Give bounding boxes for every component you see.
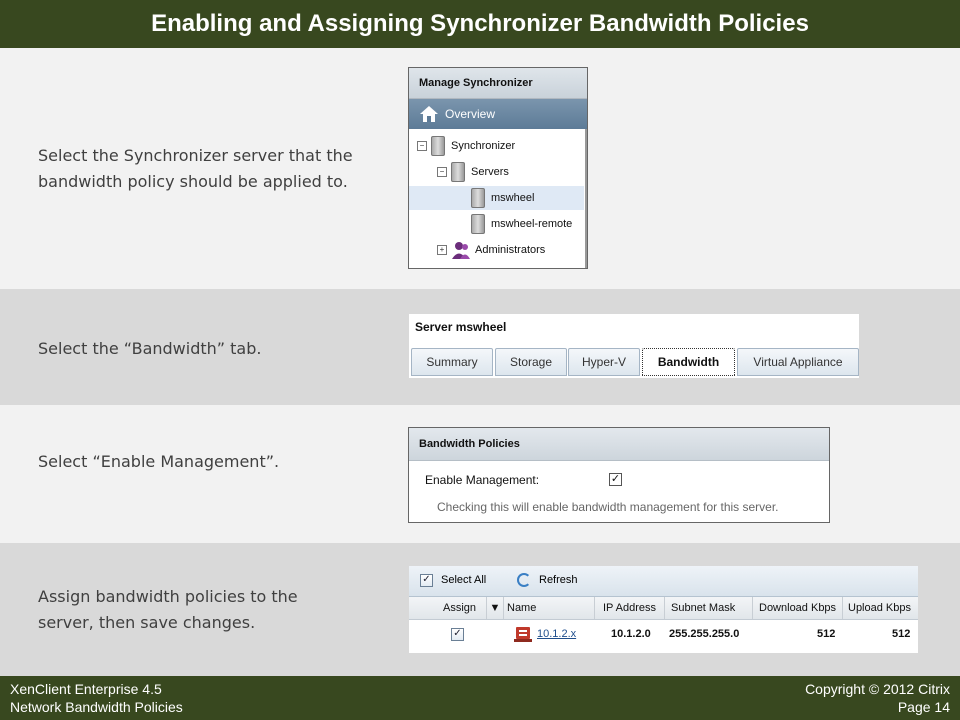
expand-icon[interactable]: + [437,245,447,255]
server-tabs-panel [409,314,859,378]
footer-bar [0,676,960,720]
step-4-text [38,584,298,636]
server-title: Server mswheel [415,320,507,334]
column-download-kbps[interactable]: Download Kbps [753,597,843,619]
policy-name-link[interactable]: 10.1.2.x [537,628,577,640]
column-name[interactable]: Name [503,597,595,619]
tree-item-servers[interactable] [437,160,509,184]
remote-server-icon [471,214,485,234]
step-2-text: Select the “Bandwidth” tab. [38,339,262,358]
title-bar [0,0,960,48]
tree-label: mswheel [491,192,535,204]
server-icon [451,162,465,182]
manage-synchronizer-header: Manage Synchronizer [409,68,587,99]
step-1-line-2: bandwidth policy should be applied to. [38,172,348,191]
upload-kbps-cell: 512 [892,628,911,640]
grid-toolbar [409,566,918,597]
select-all-checkbox[interactable]: ✓ [420,574,433,587]
tree-label: Servers [471,166,509,178]
collapse-icon[interactable]: − [417,141,427,151]
bandwidth-policies-header: Bandwidth Policies [409,428,829,461]
users-icon [451,240,471,260]
tree-item-mswheel[interactable] [409,186,584,210]
tree-item-synchronizer[interactable] [417,134,515,158]
footer-doc-title: Network Bandwidth Policies [10,699,183,715]
refresh-icon[interactable] [517,573,531,587]
footer-copyright: Copyright © 2012 Citrix [805,681,950,697]
footer-right [805,680,950,716]
step-4-line-1: Assign bandwidth policies to the [38,587,298,606]
footer-product: XenClient Enterprise 4.5 [10,681,162,697]
server-icon [471,188,485,208]
footer-page-number: Page 14 [897,699,950,715]
home-icon [419,104,439,124]
column-ip-address[interactable]: IP Address [595,597,665,619]
overview-label: Overview [445,107,496,121]
policy-icon [512,625,534,643]
subnet-mask-cell: 255.255.255.0 [669,628,740,640]
policy-grid-panel [409,566,918,653]
step-3-text: Select “Enable Management”. [38,452,280,471]
tab-virtual-appliance[interactable]: Virtual Appliance [737,348,859,376]
tree-label: Synchronizer [451,140,516,152]
tab-summary[interactable]: Summary [411,348,493,376]
tab-bandwidth[interactable]: Bandwidth [642,348,735,376]
collapse-icon[interactable]: − [437,167,447,177]
column-upload-kbps[interactable]: Upload Kbps [848,602,911,614]
enable-management-hint: Checking this will enable bandwidth management for this server. [437,500,779,514]
step-1-line-1: Select the Synchronizer server that the [38,146,353,165]
tree-label: mswheel-remote [491,218,573,230]
refresh-button[interactable]: Refresh [539,574,578,586]
ip-address-cell: 10.1.2.0 [611,628,651,640]
tree-item-administrators[interactable] [437,238,545,262]
column-assign[interactable]: Assign [409,597,487,619]
grid-header-row [409,597,918,620]
tab-hyper-v[interactable]: Hyper-V [568,348,640,376]
step-1-text [38,143,353,195]
enable-management-label: Enable Management: [425,473,540,487]
footer-left [10,680,183,716]
download-kbps-cell: 512 [817,628,836,640]
select-all-label[interactable]: Select All [441,574,487,586]
assign-checkbox[interactable]: ✓ [451,628,464,641]
enable-management-checkbox[interactable]: ✓ [610,473,621,485]
overview-item[interactable] [409,99,587,129]
tree-label: Administrators [475,244,546,256]
tree-item-mswheel-remote[interactable] [471,212,572,236]
manage-synchronizer-panel [408,67,588,269]
step-4-line-2: server, then save changes. [38,613,256,632]
server-icon [431,136,445,156]
tab-storage[interactable]: Storage [495,348,567,376]
column-subnet-mask[interactable]: Subnet Mask [665,597,753,619]
chevron-down-icon[interactable]: ▼ [487,597,504,619]
slide-title: Enabling and Assigning Synchronizer Bandwidth Policies [151,10,809,37]
bandwidth-policies-panel [408,427,830,523]
